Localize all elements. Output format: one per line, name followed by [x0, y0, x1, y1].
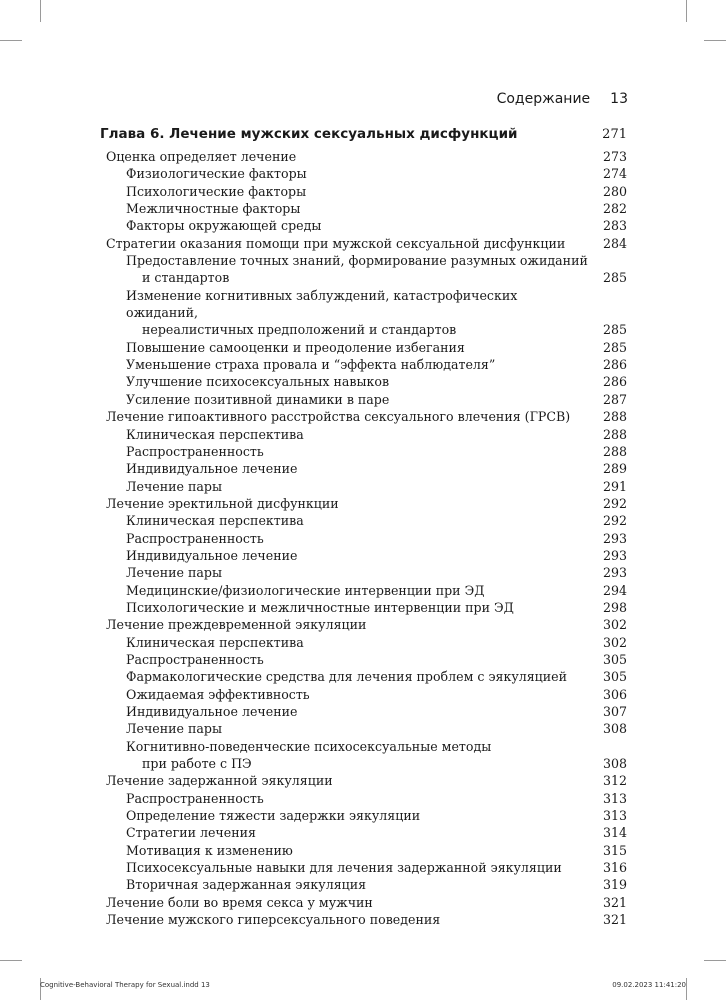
toc-entry-page: 289 — [602, 461, 627, 477]
print-slug — [40, 981, 686, 989]
toc-section[interactable] — [100, 616, 627, 633]
slug-timestamp: 09.02.2023 11:41:20 — [612, 981, 686, 989]
toc-entry-page: 294 — [602, 582, 627, 598]
toc-section[interactable] — [100, 894, 627, 911]
toc-entry-title — [126, 790, 603, 807]
toc-subsection[interactable] — [100, 252, 627, 287]
toc-subsection[interactable] — [100, 859, 627, 876]
toc-entry-page: 292 — [602, 495, 627, 511]
toc-entry-title — [126, 339, 603, 356]
toc-entry-title-text: Межличностные факторы — [126, 201, 301, 217]
toc-entry-title-continuation: нереалистичных предположений и стандартов — [142, 322, 457, 338]
toc-entry-title-text: Мотивация к изменению — [126, 842, 293, 858]
toc-entry-page: 305 — [602, 651, 627, 667]
toc-entry-title-text: Лечение мужского гиперсексуального поведения — [106, 912, 441, 928]
toc-entry-title — [126, 356, 603, 373]
chapter-page: 271 — [602, 127, 627, 142]
toc-entry-page: 287 — [602, 391, 627, 407]
toc-subsection[interactable] — [100, 165, 627, 182]
toc-entry-title — [106, 408, 603, 425]
toc-entry-title-text: Изменение когнитивных заблуждений, катастрофических ожиданий, — [126, 287, 518, 321]
toc-entry-page: 321 — [602, 894, 627, 910]
toc-subsection[interactable] — [100, 720, 627, 737]
toc-section[interactable] — [100, 235, 627, 252]
toc-entry-page: 286 — [602, 357, 627, 373]
toc-entry-title — [126, 373, 603, 390]
toc-entry-page: 313 — [602, 808, 627, 824]
toc-entry-title — [126, 720, 603, 737]
toc-subsection[interactable] — [100, 651, 627, 668]
toc-entry-title-text: Ожидаемая эффективность — [126, 686, 310, 702]
chapter-title: Глава 6. Лечение мужских сексуальных дисфункций — [100, 126, 518, 142]
toc-entry-title-continuation: при работе с ПЭ — [142, 756, 252, 772]
toc-entry-page: 293 — [602, 530, 627, 546]
toc-subsection[interactable] — [100, 634, 627, 651]
toc-entry-page: 293 — [602, 565, 627, 581]
toc-entry-page: 314 — [602, 825, 627, 841]
toc-entry-title-text: Лечение преждевременной эякуляции — [106, 617, 367, 633]
toc-entry-page: 307 — [602, 704, 627, 719]
toc-entry-title — [106, 235, 603, 252]
toc-entry-title-text: Когнитивно-поведенческие психосексуальные методы — [126, 738, 492, 754]
toc-entry-title-text: Улучшение психосексуальных навыков — [126, 374, 390, 390]
toc-entry-title — [126, 252, 603, 287]
toc-subsection[interactable] — [100, 582, 627, 599]
toc-subsection[interactable] — [100, 287, 627, 339]
toc-entry-title-text: Стратегии лечения — [126, 825, 256, 841]
toc-entry-title — [126, 460, 603, 477]
toc-entry-title — [126, 217, 603, 234]
toc-entry-page: 284 — [602, 235, 627, 251]
toc-entry-title-text: Лечение боли во время секса у мужчин — [106, 894, 373, 910]
toc-entry-title — [106, 894, 603, 911]
toc-subsection[interactable] — [100, 373, 627, 390]
toc-entry-page: 312 — [602, 773, 627, 789]
toc-entry-title-text: Медицинские/физиологические интервенции при ЭД — [126, 582, 485, 598]
toc-section[interactable] — [100, 495, 627, 512]
toc-entry-page: 319 — [602, 877, 627, 893]
toc-entry-page: 298 — [602, 599, 627, 615]
toc-entry-title-text: Клиническая перспектива — [126, 426, 304, 442]
toc-entry-title-text: Лечение пары — [126, 565, 222, 581]
toc-subsection[interactable] — [100, 512, 627, 529]
toc-entry-title — [126, 842, 603, 859]
toc-entry-page: 286 — [602, 374, 627, 390]
toc-entry-title — [126, 824, 603, 841]
crop-mark — [0, 40, 22, 41]
toc-entry-title-text: Клиническая перспектива — [126, 634, 304, 650]
toc-entry-title-text: Психологические и межличностные интервенции при ЭД — [126, 599, 514, 615]
toc-entry-title — [126, 530, 603, 547]
toc-entry-page: 288 — [602, 409, 627, 425]
toc-entry-title-text: Вторичная задержанная эякуляция — [126, 877, 367, 893]
toc-subsection[interactable] — [100, 460, 627, 477]
toc-subsection[interactable] — [100, 530, 627, 547]
slug-file: Cognitive-Behavioral Therapy for Sexual.indd 13 — [40, 981, 210, 989]
toc-entries — [100, 148, 627, 928]
toc-entry-title — [126, 391, 603, 408]
toc-entry-title-text: Клиническая перспектива — [126, 513, 304, 529]
toc-subsection[interactable] — [100, 807, 627, 824]
toc-entry-title — [126, 564, 603, 581]
toc-entry-page: 302 — [602, 617, 627, 633]
toc-entry-title — [126, 859, 603, 876]
toc-subsection[interactable] — [100, 876, 627, 893]
toc-subsection[interactable] — [100, 217, 627, 234]
toc-entry-page: 308 — [602, 721, 627, 737]
toc-entry-title-text: Факторы окружающей среды — [126, 218, 322, 234]
toc-subsection[interactable] — [100, 443, 627, 460]
toc-entry-page: 283 — [602, 218, 627, 234]
toc-entry-page: 306 — [602, 686, 627, 702]
toc-entry-page: 288 — [602, 443, 627, 459]
toc-entry-title — [126, 634, 603, 651]
toc-entry-title-text: Предоставление точных знаний, формирование разумных ожиданий — [126, 253, 588, 269]
toc-section[interactable] — [100, 772, 627, 789]
toc-subsection[interactable] — [100, 547, 627, 564]
toc-entry-title — [126, 807, 603, 824]
toc-entry-title — [126, 599, 603, 616]
toc-entry-title — [126, 668, 603, 685]
toc-section[interactable] — [100, 408, 627, 425]
toc-subsection[interactable] — [100, 790, 627, 807]
toc-subsection[interactable] — [100, 200, 627, 217]
toc-entry-title-text: Фармакологические средства для лечения проблем с эякуляцией — [126, 669, 568, 685]
toc-subsection[interactable] — [100, 703, 627, 720]
toc-subsection[interactable] — [100, 599, 627, 616]
toc-entry-title-text: Распространенность — [126, 651, 264, 667]
toc-entry-page: 285 — [602, 339, 627, 355]
toc-entry-page: 302 — [602, 634, 627, 650]
toc-entry-page: 316 — [602, 860, 627, 876]
toc-entry-title — [126, 876, 603, 893]
toc-entry-title-text: Лечение задержанной эякуляции — [106, 773, 333, 789]
toc-subsection[interactable] — [100, 426, 627, 443]
toc-entry-page: 285 — [602, 270, 627, 286]
toc-entry-title-text: Психосексуальные навыки для лечения задержанной эякуляции — [126, 860, 562, 876]
toc-entry-page: 288 — [602, 426, 627, 442]
running-head-section: Содержание — [496, 91, 591, 107]
page-number: 13 — [610, 91, 628, 107]
toc-subsection[interactable] — [100, 842, 627, 859]
toc-entry-title-text: Распространенность — [126, 443, 264, 459]
crop-mark — [40, 0, 41, 22]
crop-mark — [686, 978, 687, 1000]
crop-mark — [686, 0, 687, 22]
table-of-contents — [100, 126, 627, 928]
running-head — [497, 91, 628, 107]
chapter-heading[interactable] — [100, 126, 627, 146]
toc-subsection[interactable] — [100, 738, 627, 773]
toc-entry-title-text: Лечение гипоактивного расстройства сексуального влечения (ГРСВ) — [106, 409, 571, 425]
toc-entry-title — [126, 738, 603, 773]
toc-entry-title — [126, 582, 603, 599]
toc-subsection[interactable] — [100, 824, 627, 841]
toc-entry-title-text: Лечение пары — [126, 478, 222, 494]
toc-entry-title — [126, 478, 603, 495]
toc-entry-page: 291 — [602, 478, 627, 494]
toc-entry-title — [106, 495, 603, 512]
toc-entry-title-text: Индивидуальное лечение — [126, 461, 298, 477]
toc-entry-page: 280 — [602, 183, 627, 199]
toc-entry-title — [126, 686, 603, 703]
toc-entry-page: 282 — [602, 201, 627, 217]
toc-entry-title-text: Индивидуальное лечение — [126, 704, 298, 719]
toc-subsection[interactable] — [100, 183, 627, 200]
toc-entry-page: 308 — [602, 756, 627, 772]
toc-entry-page: 321 — [602, 912, 627, 928]
toc-entry-title — [126, 287, 603, 339]
toc-entry-title-text: Повышение самооценки и преодоление избегания — [126, 339, 465, 355]
toc-entry-title-continuation: и стандартов — [142, 270, 230, 286]
toc-entry-page: 285 — [602, 322, 627, 338]
toc-entry-title-text: Распространенность — [126, 530, 264, 546]
toc-subsection[interactable] — [100, 564, 627, 581]
toc-entry-title-text: Лечение пары — [126, 721, 222, 737]
toc-entry-title-text: Лечение эректильной дисфункции — [106, 495, 339, 511]
crop-mark — [704, 960, 726, 961]
toc-entry-page: 292 — [602, 513, 627, 529]
toc-entry-page: 274 — [602, 166, 627, 182]
toc-entry-page: 313 — [602, 790, 627, 806]
toc-entry-title — [106, 616, 603, 633]
toc-entry-title — [126, 651, 603, 668]
toc-entry-title — [106, 911, 603, 928]
toc-entry-page: 315 — [602, 842, 627, 858]
toc-subsection[interactable] — [100, 686, 627, 703]
toc-entry-title — [106, 772, 603, 789]
toc-section[interactable] — [100, 911, 627, 928]
toc-entry-page: 293 — [602, 547, 627, 563]
toc-entry-title — [106, 148, 603, 165]
toc-section[interactable] — [100, 148, 627, 165]
toc-entry-title-text: Распространенность — [126, 790, 264, 806]
toc-entry-title-text: Усиление позитивной динамики в паре — [126, 391, 390, 407]
toc-entry-title-text: Психологические факторы — [126, 183, 307, 199]
toc-entry-title — [126, 512, 603, 529]
toc-entry-title-text: Стратегии оказания помощи при мужской сексуальной дисфункции — [106, 235, 566, 251]
toc-entry-title — [126, 200, 603, 217]
toc-subsection[interactable] — [100, 478, 627, 495]
toc-entry-title — [126, 183, 603, 200]
toc-subsection[interactable] — [100, 391, 627, 408]
toc-subsection[interactable] — [100, 356, 627, 373]
toc-entry-title — [126, 547, 603, 564]
toc-subsection[interactable] — [100, 339, 627, 356]
crop-mark — [704, 40, 726, 41]
toc-entry-title-text: Определение тяжести задержки эякуляции — [126, 808, 421, 824]
toc-entry-title-text: Оценка определяет лечение — [106, 149, 297, 164]
toc-entry-title — [126, 443, 603, 460]
crop-mark — [0, 960, 22, 961]
toc-entry-title — [126, 165, 603, 182]
toc-entry-title — [126, 426, 603, 443]
toc-subsection[interactable] — [100, 668, 627, 685]
toc-entry-title-text: Уменьшение страха провала и “эффекта наблюдателя” — [126, 357, 496, 373]
toc-entry-page: 273 — [602, 149, 627, 164]
toc-entry-title-text: Индивидуальное лечение — [126, 547, 298, 563]
toc-entry-title — [126, 703, 603, 720]
toc-entry-title-text: Физиологические факторы — [126, 166, 307, 182]
toc-entry-page: 305 — [602, 669, 627, 685]
